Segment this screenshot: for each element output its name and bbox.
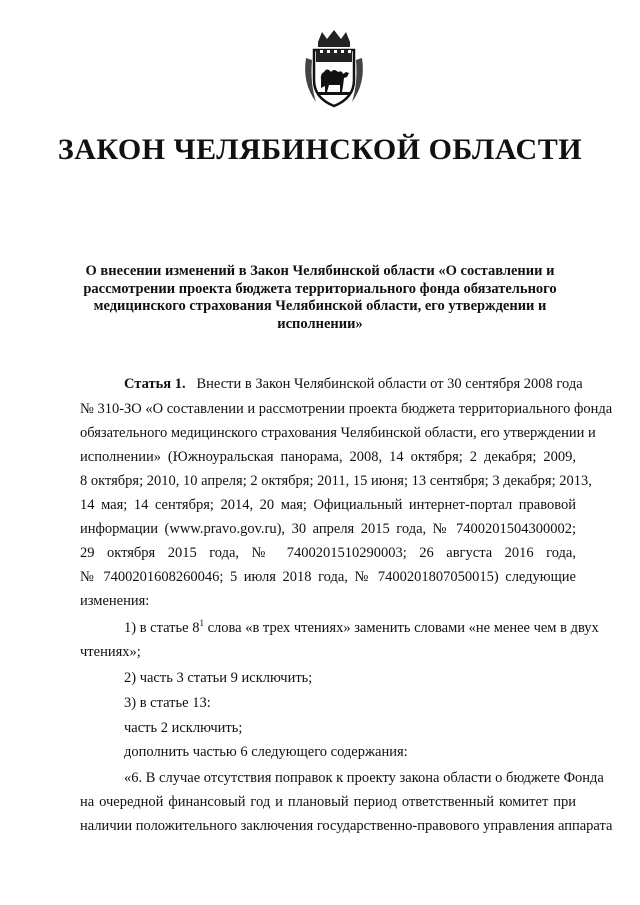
item-2: 2) часть 3 статьи 9 исключить; (124, 670, 313, 686)
subtitle-line: рассмотрении проекта бюджета территориального фонда обязательного (83, 280, 557, 297)
article-line: исполнении» (Южноуральская панорама, 2008, 14 октября; 2 декабря; 2009, (80, 449, 576, 465)
subtitle-line: О внесении изменений в Закон Челябинской области «О составлении и (85, 263, 555, 279)
subtitle-line: медицинского страхования Челябинской области, его утверждении и (93, 298, 547, 314)
quote-line: «6. В случае отсутствия поправок к проекту закона области о бюджете Фонда (124, 770, 604, 786)
item-3-part-removal: часть 2 исключить; (124, 720, 243, 736)
law-title: ЗАКОН ЧЕЛЯБИНСКОЙ ОБЛАСТИ (57, 133, 583, 166)
article-line: обязательного медицинского страхования Челябинской области, его утверждении и (80, 425, 596, 441)
article-line: 29 октября 2015 года, № 7400201510290003; 26 августа 2016 года, (80, 545, 576, 561)
law-subtitle (0, 263, 640, 333)
article-text: Внести в Закон Челябинской области от 30 сентября 2008 года (196, 376, 583, 392)
quote-line: наличии положительного заключения государственно-правового управления аппарата (80, 818, 613, 834)
item-3: 3) в статье 13: (124, 695, 211, 711)
article-line: изменения: (80, 593, 150, 609)
superscript: 1 (199, 618, 204, 628)
article-line: 14 мая; 14 сентября; 2014, 20 мая; Официальный интернет-портал правовой (80, 497, 576, 513)
article-line: № 7400201608260046; 5 июля 2018 года, № 7400201807050015) следующие (80, 569, 576, 585)
item-1-continuation: чтениях»; (80, 644, 141, 660)
item-1: 1) в статье $8^1$ слова «в трех чтениях» заменить словами «не менее чем в двух (124, 618, 599, 636)
item-3-addition: дополнить частью 6 следующего содержания: (124, 744, 408, 760)
article-label: Статья 1. (124, 376, 186, 392)
article-line: 8 октября; 2010, 10 апреля; 2 октября; 2011, 15 июня; 13 сентября; 3 декабря; 2013, (80, 473, 592, 489)
article-first-line (124, 376, 583, 393)
subtitle-line: исполнении» (277, 315, 363, 332)
quote-line: на очередной финансовый год и плановый период ответственный комитет при (80, 794, 576, 810)
article-line: № 310-ЗО «О составлении и рассмотрении проекта бюджета территориального фонда (80, 401, 613, 417)
chelyabinsk-coat-of-arms-icon (296, 28, 372, 110)
coat-of-arms-emblem (296, 28, 372, 110)
article-line: информации (www.pravo.gov.ru), 30 апреля 2015 года, № 7400201504300002; (80, 521, 576, 537)
